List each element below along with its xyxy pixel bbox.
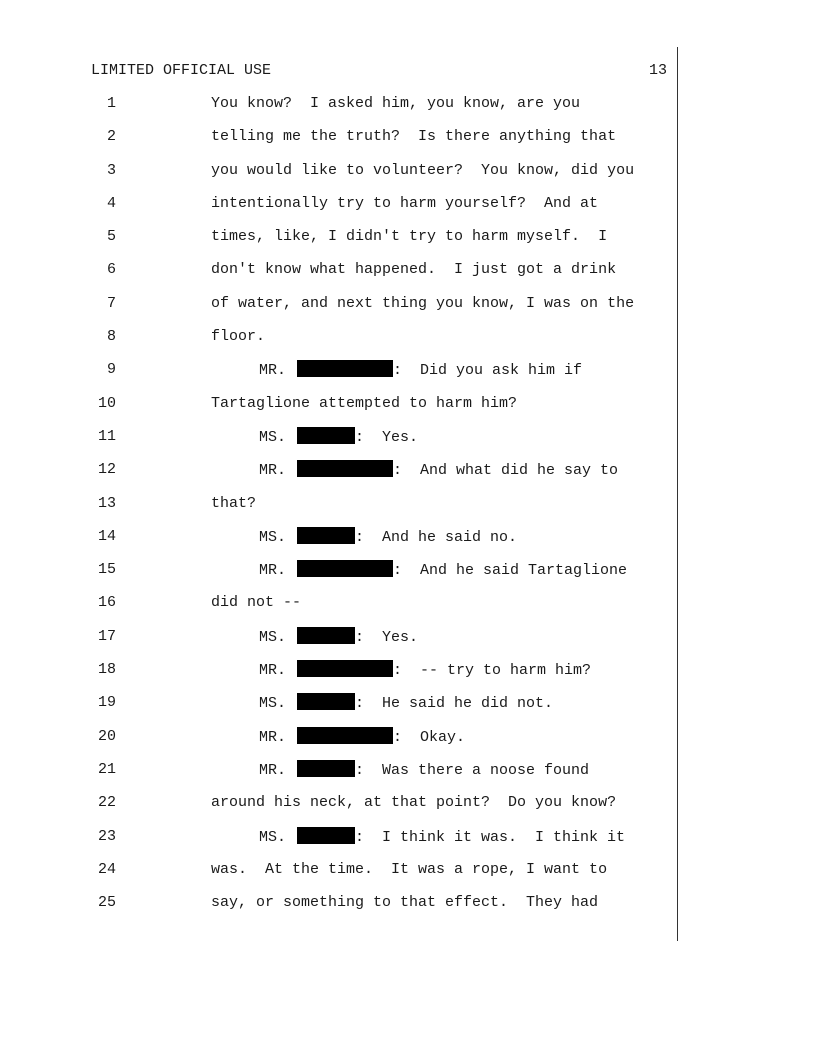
- line-number: 16: [97, 594, 116, 612]
- redaction-box: [297, 627, 355, 644]
- transcript-line: [0, 427, 816, 460]
- page-header: [91, 61, 667, 81]
- transcript-line: [0, 260, 816, 293]
- line-text-tail: : -- try to harm him?: [393, 662, 592, 680]
- line-text: [211, 194, 598, 214]
- line-number: 1: [106, 95, 116, 112]
- transcript-line: [0, 494, 816, 527]
- transcript-line: [0, 893, 816, 926]
- line-number: 11: [97, 427, 116, 445]
- line-text: [259, 527, 517, 548]
- line-number: 10: [97, 394, 116, 412]
- line-text: [211, 127, 616, 147]
- line-number: 15: [97, 561, 116, 579]
- transcript-line: [0, 760, 816, 793]
- redaction-box: [297, 827, 355, 844]
- transcript-line: [0, 727, 816, 760]
- transcript-line: [0, 460, 816, 493]
- transcript-line: [0, 294, 816, 327]
- line-text-lead: did not --: [211, 594, 302, 612]
- line-number: 9: [106, 361, 116, 379]
- line-number: 7: [106, 294, 116, 312]
- page-number: 13: [648, 62, 667, 79]
- redaction-box: [297, 693, 355, 710]
- line-text-tail: : And he said Tartaglione: [393, 562, 628, 580]
- redaction-box: [297, 727, 393, 744]
- redaction-box: [297, 460, 393, 477]
- line-text-lead: don't know what happened. I just got a drink: [211, 261, 617, 279]
- transcript-line: [0, 94, 816, 127]
- line-text: [211, 860, 607, 880]
- line-number: 22: [97, 794, 116, 812]
- line-text: [259, 827, 625, 848]
- line-text: [259, 760, 589, 781]
- line-number: 2: [106, 128, 116, 146]
- line-text-lead: MR.: [259, 662, 296, 680]
- transcript-line: [0, 161, 816, 194]
- line-text-lead: of water, and next thing you know, I was on the: [211, 294, 635, 312]
- line-number: 12: [97, 461, 116, 479]
- transcript-line: [0, 360, 816, 393]
- transcript-line: [0, 560, 816, 593]
- line-text-lead: MR.: [259, 562, 296, 580]
- line-text: [211, 227, 607, 247]
- line-text-lead: You know? I asked him, you know, are you: [211, 95, 581, 112]
- line-text-lead: that?: [211, 494, 257, 512]
- transcript-line: [0, 593, 816, 626]
- line-text-tail: : And he said no.: [355, 528, 518, 546]
- transcript-line: [0, 860, 816, 893]
- line-text-lead: Tartaglione attempted to harm him?: [211, 394, 518, 412]
- classification-marking: LIMITED OFFICIAL USE: [91, 62, 272, 79]
- line-text-tail: : He said he did not.: [355, 695, 554, 713]
- transcript-line: [0, 827, 816, 860]
- line-text-tail: : Was there a noose found: [355, 761, 590, 779]
- line-number: 19: [97, 694, 116, 712]
- redaction-box: [297, 527, 355, 544]
- line-text-lead: MR.: [259, 462, 296, 480]
- line-text: [259, 427, 418, 448]
- line-number: 14: [97, 527, 116, 545]
- line-text-tail: : Okay.: [393, 728, 466, 746]
- transcript-line: [0, 127, 816, 160]
- line-text-lead: intentionally try to harm yourself? And at: [211, 194, 599, 212]
- line-text-lead: MR.: [259, 362, 296, 380]
- line-text: [259, 360, 582, 381]
- line-text-lead: telling me the truth? Is there anything that: [211, 128, 617, 146]
- line-number: 8: [106, 328, 116, 346]
- transcript-line: [0, 627, 816, 660]
- line-number: 3: [106, 161, 116, 179]
- line-text: [259, 627, 418, 648]
- line-number: 18: [97, 661, 116, 679]
- line-text-tail: : And what did he say to: [393, 462, 619, 480]
- line-text-lead: was. At the time. It was a rope, I want to: [211, 860, 608, 878]
- transcript-line: [0, 660, 816, 693]
- line-text: [259, 727, 465, 748]
- line-text-lead: you would like to volunteer? You know, did you: [211, 161, 635, 179]
- line-text-lead: say, or something to that effect. They had: [211, 894, 599, 912]
- line-text: [211, 593, 301, 613]
- line-text: [211, 494, 256, 514]
- line-text: [211, 793, 616, 813]
- line-text-lead: floor.: [211, 328, 266, 346]
- line-text: [259, 460, 618, 481]
- redaction-box: [297, 560, 393, 577]
- line-text: [211, 161, 634, 181]
- line-text-tail: : I think it was. I think it: [355, 828, 626, 846]
- line-number: 24: [97, 860, 116, 878]
- line-text-lead: MS.: [259, 628, 296, 646]
- line-text-tail: : Yes.: [355, 428, 419, 446]
- transcript-line: [0, 227, 816, 260]
- transcript-line: [0, 194, 816, 227]
- line-number: 13: [97, 494, 116, 512]
- transcript-body: [0, 94, 816, 926]
- transcript-line: [0, 527, 816, 560]
- line-text-lead: MS.: [259, 828, 296, 846]
- line-text: [211, 893, 598, 913]
- redaction-box: [297, 427, 355, 444]
- line-number: 17: [97, 627, 116, 645]
- line-text-tail: : Did you ask him if: [393, 362, 583, 380]
- line-text: [211, 260, 616, 280]
- line-text-tail: : Yes.: [355, 628, 419, 646]
- line-number: 21: [97, 760, 116, 778]
- line-number: 23: [97, 827, 116, 845]
- line-text: [259, 693, 553, 714]
- transcript-line: [0, 693, 816, 726]
- redaction-box: [297, 760, 355, 777]
- line-text-lead: around his neck, at that point? Do you know?: [211, 794, 617, 812]
- line-text: [211, 294, 634, 314]
- line-number: 6: [106, 261, 116, 279]
- redaction-box: [297, 360, 393, 377]
- line-number: 25: [97, 894, 116, 912]
- line-text-lead: MS.: [259, 695, 296, 713]
- line-text-lead: MR.: [259, 728, 296, 746]
- line-text-lead: MS.: [259, 428, 296, 446]
- line-text: [259, 560, 627, 581]
- redaction-box: [297, 660, 393, 677]
- transcript-line: [0, 327, 816, 360]
- transcript-line: [0, 394, 816, 427]
- line-text: [211, 327, 265, 347]
- line-text-lead: times, like, I didn't try to harm myself. I: [211, 228, 608, 246]
- line-number: 4: [106, 194, 116, 212]
- line-text-lead: MS.: [259, 528, 296, 546]
- line-text-lead: MR.: [259, 761, 296, 779]
- line-text: [259, 660, 591, 681]
- line-number: 20: [97, 727, 116, 745]
- transcript-line: [0, 793, 816, 826]
- line-text: [211, 394, 517, 414]
- line-text: [211, 94, 580, 114]
- line-number: 5: [106, 228, 116, 246]
